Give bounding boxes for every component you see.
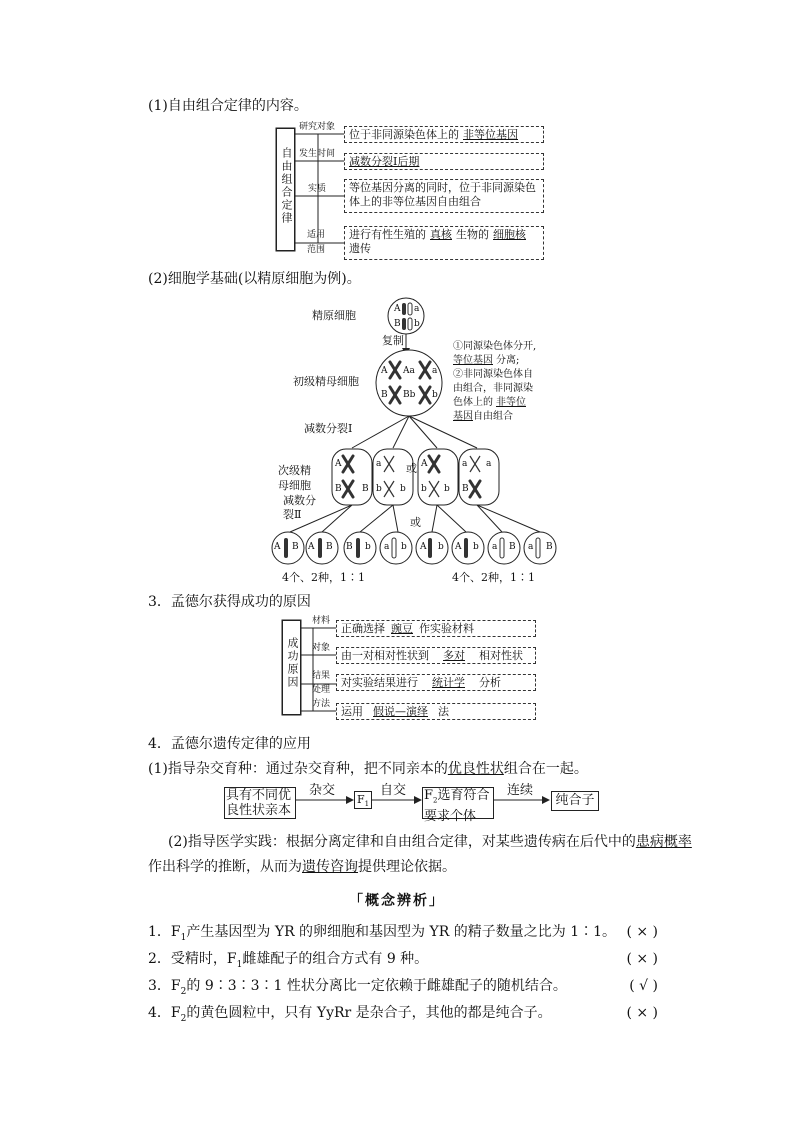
allele-B: B (509, 542, 516, 552)
allele-b: b (400, 484, 406, 494)
allele-A: A (421, 459, 428, 469)
label-copy: 复制 (382, 334, 404, 347)
concept-item-4: 4．$F_2$的黄色圆粒中，只有 YyRr 是杂合子，其他的都是纯合子。 ( × ) (148, 1005, 658, 1024)
s3-row-object: 由一对相对性状到 多对 相对性状 (336, 647, 536, 664)
s1-root-box (276, 128, 295, 251)
flow-arrow-continuous-label: 连续 (507, 783, 534, 798)
flow-arrow-cross-label: 杂交 (309, 783, 336, 798)
s3-label-object: 对象 (312, 643, 331, 653)
allele-a: a (376, 459, 382, 469)
s1-root-label: 自由组合定律 (280, 147, 293, 225)
label-meiosis1: 减数分裂Ⅰ (304, 422, 353, 435)
section3-heading: 3．孟德尔获得成功的原因 (148, 594, 311, 610)
allele-Aa: Aa (403, 366, 415, 376)
allele-A: A (455, 542, 462, 552)
allele-B: B (346, 542, 353, 552)
label-meiosis2: 减数分裂Ⅱ (283, 494, 316, 521)
label-spermatogonium: 精原细胞 (312, 309, 356, 322)
s3-row-result: 对实验结果进行 统计学 分析 (336, 674, 536, 691)
allele-a: a (432, 366, 438, 376)
concept-item-3: 3．$F_2$的 9∶3∶3∶1 性状分离比一定依赖于雌雄配子的随机结合。 ( √ ) (148, 978, 658, 997)
s1-row-research: 位于非同源染色体上的 非等位基因 (344, 126, 544, 143)
s1-label-scope-2: 范围 (307, 245, 326, 255)
judgement-mark: ( √ ) (629, 978, 658, 994)
s1-label-time: 发生时间 (299, 149, 336, 159)
flow-box-f2-select: $F_2$选育符合 要求个体 (422, 787, 494, 819)
s3-label-method: 方法 (312, 699, 331, 709)
concept-item-1: 1．$F_1$产生基因型为 YR 的卵细胞和基因型为 YR 的精子数量之比为 1∶1。 ( × ) (148, 924, 658, 943)
allele-A: A (335, 459, 342, 469)
medical-paragraph-line2: 作出科学的推断，从而为遗传咨询提供理论依据。 (148, 859, 456, 875)
s3-label-result: 结果 (312, 671, 331, 681)
allele-b: b (432, 390, 438, 400)
label-secondary: 次级精母细胞 (278, 464, 311, 492)
allele-B: B (292, 542, 299, 552)
s1-row-essence: 等位基因分离的同时，位于非同源染色 体上的非等位基因自由组合 (344, 179, 544, 213)
judgement-mark: ( × ) (626, 1005, 658, 1021)
allele-B: B (546, 542, 553, 552)
allele-B: B (326, 542, 333, 552)
s1-row-scope: 进行有性生殖的 真核 生物的 细胞核 遗传 (344, 226, 544, 260)
allele-B: B (362, 484, 369, 494)
s3-row-material: 正确选择 豌豆 作实验材料 (336, 620, 536, 637)
allele-a: a (486, 459, 492, 469)
concept-item-2: 2．受精时，$F_1$雌雄配子的组合方式有 9 种。 ( × ) (148, 951, 658, 970)
allele-b: b (421, 484, 427, 494)
result-left: 4个、2种，1∶1 (282, 571, 365, 584)
allele-a: a (462, 459, 468, 469)
flow-arrow-self-label: 自交 (380, 783, 407, 798)
allele-B: B (335, 484, 342, 494)
s1-label-essence: 实质 (308, 184, 327, 194)
allele-A: A (394, 304, 401, 314)
flow-box-f1: $F_1$ (354, 791, 372, 809)
s3-root-label: 成功原因 (286, 637, 299, 689)
allele-b: b (401, 542, 407, 552)
allele-B: B (394, 319, 401, 329)
allele-a: a (528, 542, 534, 552)
s1-label-research: 研究对象 (299, 122, 336, 132)
section2-heading: (2)细胞学基础(以精原细胞为例)。 (148, 271, 361, 287)
allele-a: a (384, 542, 390, 552)
allele-b: b (414, 319, 420, 329)
s3-label-process: 处理 (312, 685, 331, 695)
flow-box-homozygote: 纯合子 (551, 791, 599, 811)
allele-b: b (444, 484, 450, 494)
label-primary: 初级精母细胞 (293, 375, 359, 388)
allele-Bb: Bb (403, 390, 416, 400)
concept-title: 「概念辨析」 (349, 893, 445, 909)
allele-a: a (492, 542, 498, 552)
s3-label-material: 材料 (312, 616, 331, 626)
label-or-1: 或 (406, 462, 417, 475)
allele-a: a (414, 304, 420, 314)
allele-B: B (462, 484, 469, 494)
division-notes: ①同源染色体分开, 等位基因 分离; ②非同源染色体自 由组合，非同源染 色体上的 非等位 基因自由组合 (453, 341, 537, 422)
s3-root-box (282, 620, 301, 715)
allele-b: b (365, 542, 371, 552)
allele-b: b (473, 542, 479, 552)
breeding-paragraph: (1)指导杂交育种：通过杂交育种，把不同亲本的优良性状组合在一起。 (148, 761, 588, 777)
s3-row-method: 运用 假说—演绎 法 (336, 703, 536, 720)
judgement-mark: ( × ) (626, 951, 658, 967)
section4-heading: 4．孟德尔遗传定律的应用 (148, 736, 311, 752)
flow-box-parents: 具有不同优 良性状亲本 (224, 787, 296, 819)
section1-heading: (1)自由组合定律的内容。 (148, 98, 308, 114)
medical-paragraph-line1: (2)指导医学实践：根据分离定律和自由组合定律，对某些遗传病在后代中的患病概率 (168, 834, 692, 850)
allele-b: b (376, 484, 382, 494)
allele-A: A (308, 542, 315, 552)
allele-B: B (381, 390, 388, 400)
label-or-2: 或 (410, 516, 421, 529)
s1-row-time: 减数分裂Ⅰ后期 (344, 153, 544, 170)
allele-b: b (438, 542, 444, 552)
judgement-mark: ( × ) (626, 924, 658, 940)
allele-A: A (381, 366, 388, 376)
result-right: 4个、2种，1∶1 (452, 571, 535, 584)
allele-A: A (420, 542, 427, 552)
allele-A: A (274, 542, 281, 552)
s1-label-scope-1: 适用 (307, 230, 326, 240)
